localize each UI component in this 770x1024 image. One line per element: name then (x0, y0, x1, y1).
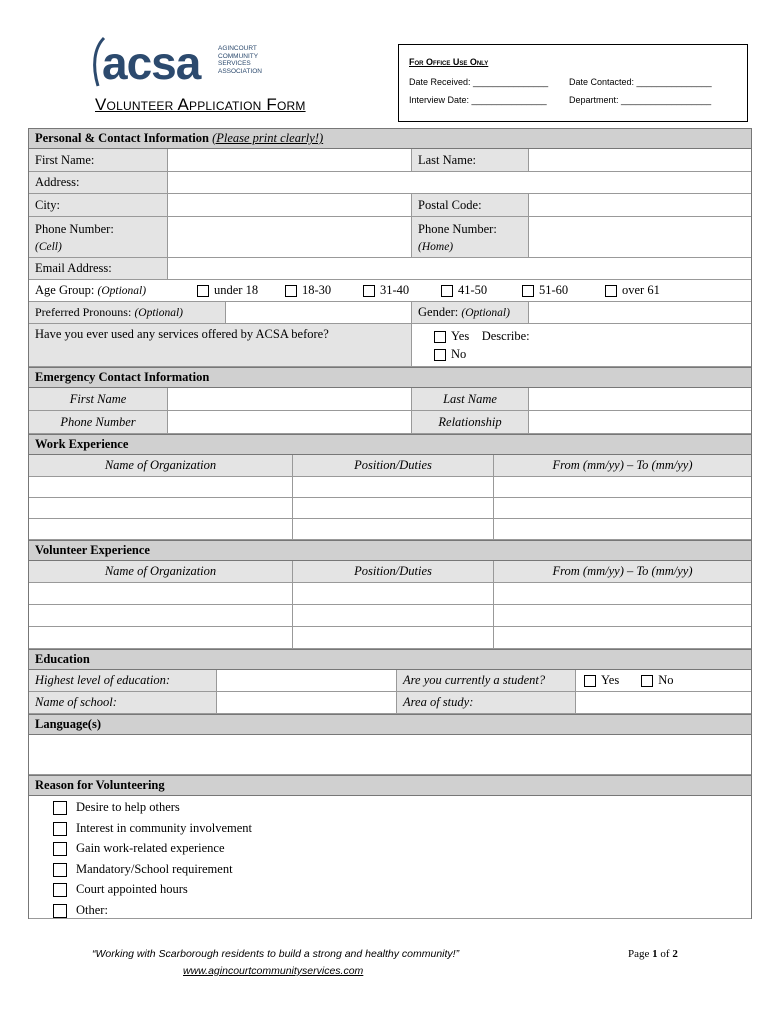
reason-option-experience[interactable]: Gain work-related experience (53, 841, 751, 862)
highest-education-input[interactable] (216, 670, 396, 691)
volunteer-col-dates: From (mm/yy) – To (mm/yy) (493, 561, 751, 582)
table-row (29, 477, 751, 498)
checkbox[interactable] (53, 801, 67, 815)
volunteer-position-input[interactable] (292, 627, 493, 648)
pronouns-label: Preferred Pronouns: (Optional) (29, 302, 225, 323)
last-name-input[interactable] (528, 149, 751, 171)
reason-option-help-others[interactable]: Desire to help others (53, 800, 751, 821)
table-row (29, 519, 751, 540)
address-row (29, 172, 751, 194)
phone-home-input[interactable] (528, 217, 751, 257)
student-answer (575, 670, 751, 691)
volunteer-position-input[interactable] (292, 583, 493, 604)
volunteer-dates-input[interactable] (493, 583, 751, 604)
pronouns-row (29, 302, 751, 324)
reason-option-other[interactable]: Other: (53, 903, 751, 924)
interview-date-field[interactable]: Interview Date: _______________ (409, 95, 547, 105)
emergency-first-name-label: First Name (29, 388, 167, 410)
describe-label: Describe: (481, 328, 530, 343)
age-51-60-option[interactable]: 51-60 (516, 280, 596, 301)
personal-section-heading: Personal & Contact Information (Please print clearly!) (29, 128, 751, 149)
work-dates-input[interactable] (493, 519, 751, 539)
phone-cell-input[interactable] (167, 217, 411, 257)
emergency-relationship-label: Relationship (411, 411, 528, 433)
checkbox[interactable] (434, 331, 446, 343)
work-col-organization: Name of Organization (104, 458, 217, 472)
age-31-40-option[interactable]: 31-40 (357, 280, 437, 301)
age-group-row (29, 280, 751, 302)
name-row (29, 149, 751, 172)
checkbox[interactable] (584, 675, 596, 687)
work-position-input[interactable] (292, 477, 493, 497)
office-use-box (398, 44, 748, 122)
education-section-heading: Education (29, 649, 751, 670)
volunteer-dates-input[interactable] (493, 627, 751, 648)
checkbox[interactable] (641, 675, 653, 687)
first-name-input[interactable] (167, 149, 411, 171)
volunteer-organization-input[interactable] (29, 627, 292, 648)
emergency-phone-input[interactable] (167, 411, 411, 433)
table-row (29, 498, 751, 519)
checkbox[interactable] (53, 904, 67, 918)
phone-row (29, 217, 751, 258)
work-header-row (29, 455, 751, 477)
emergency-phone-row (29, 411, 751, 434)
volunteer-col-organization: Name of Organization (104, 564, 217, 578)
work-dates-input[interactable] (493, 477, 751, 497)
age-41-50-option[interactable]: 41-50 (435, 280, 515, 301)
phone-home-label: Phone Number: (Home) (411, 217, 528, 257)
postal-code-input[interactable] (528, 194, 751, 216)
volunteer-col-position: Position/Duties (292, 561, 493, 582)
checkbox[interactable] (53, 883, 67, 897)
services-answer (411, 324, 751, 366)
postal-code-label: Postal Code: (411, 194, 528, 216)
date-received-field[interactable]: Date Received: _______________ (409, 77, 549, 87)
application-form (28, 128, 752, 919)
page-title: Volunteer Application Form (95, 95, 306, 114)
area-of-study-input[interactable] (575, 692, 751, 713)
highest-education-label: Highest level of education: (29, 670, 216, 691)
email-input[interactable] (167, 258, 751, 279)
work-dates-input[interactable] (493, 498, 751, 518)
checkbox[interactable] (53, 863, 67, 877)
checkbox[interactable] (363, 285, 375, 297)
reason-option-court[interactable]: Court appointed hours (53, 882, 751, 903)
reason-option-community[interactable]: Interest in community involvement (53, 821, 751, 842)
age-over-61-option[interactable]: over 61 (599, 280, 699, 301)
work-col-position: Position/Duties (292, 455, 493, 476)
reason-options (29, 796, 751, 919)
services-question: Have you ever used any services offered by ACSA before? (29, 324, 411, 366)
checkbox[interactable] (434, 349, 446, 361)
volunteer-position-input[interactable] (292, 605, 493, 626)
acsa-logo (90, 36, 225, 90)
address-label: Address: (29, 172, 167, 193)
checkbox[interactable] (522, 285, 534, 297)
services-no-option[interactable]: No (434, 347, 466, 362)
page-number: Page 1 of 2 (628, 948, 678, 960)
phone-cell-label: Phone Number: (Cell) (29, 217, 167, 257)
age-group-label: Age Group: (Optional) (35, 283, 147, 297)
volunteer-section-heading: Volunteer Experience (29, 540, 751, 561)
work-organization-input[interactable] (29, 519, 292, 539)
city-row (29, 194, 751, 217)
date-contacted-field[interactable]: Date Contacted: _______________ (569, 77, 712, 87)
student-yes-option[interactable]: Yes (584, 673, 619, 688)
school-name-label: Name of school: (29, 692, 216, 713)
services-row (29, 324, 751, 367)
student-question: Are you currently a student? (396, 670, 575, 691)
first-name-label: First Name: (29, 149, 167, 171)
checkbox[interactable] (197, 285, 209, 297)
logo-wordmark: acsa (102, 37, 201, 89)
education-row-1 (29, 670, 751, 692)
emergency-last-name-label: Last Name (411, 388, 528, 410)
age-18-30-option[interactable]: 18-30 (279, 280, 359, 301)
work-organization-input[interactable] (29, 498, 292, 518)
volunteer-organization-input[interactable] (29, 605, 292, 626)
emergency-last-name-input[interactable] (528, 388, 751, 410)
education-row-2 (29, 692, 751, 714)
table-row (29, 605, 751, 627)
emergency-phone-label: Phone Number (29, 411, 167, 433)
services-yes-option[interactable]: Yes Describe: (434, 329, 530, 344)
emergency-relationship-input[interactable] (528, 411, 751, 433)
email-row (29, 258, 751, 280)
work-position-input[interactable] (292, 519, 493, 539)
student-no-option[interactable]: No (641, 673, 673, 688)
checkbox[interactable] (285, 285, 297, 297)
area-of-study-label: Area of study: (396, 692, 575, 713)
work-position-input[interactable] (292, 498, 493, 518)
volunteer-header-row (29, 561, 751, 583)
footer-quote: “Working with Scarborough residents to build a strong and healthy community!” (92, 948, 460, 960)
checkbox[interactable] (605, 285, 617, 297)
department-field[interactable]: Department: __________________ (569, 95, 712, 105)
emergency-section-heading: Emergency Contact Information (29, 367, 751, 388)
pronouns-input[interactable] (225, 302, 411, 323)
language-input[interactable] (29, 735, 751, 775)
address-input[interactable] (167, 172, 751, 193)
work-col-dates: From (mm/yy) – To (mm/yy) (493, 455, 751, 476)
language-section-heading: Language(s) (29, 714, 751, 735)
gender-label: Gender: (Optional) (411, 302, 528, 323)
volunteer-dates-input[interactable] (493, 605, 751, 626)
emergency-name-row (29, 388, 751, 411)
logo-tagline: AGINCOURT COMMUNITY SERVICES ASSOCIATION (218, 45, 262, 75)
table-row (29, 627, 751, 649)
checkbox[interactable] (53, 842, 67, 856)
checkbox[interactable] (53, 822, 67, 836)
work-organization-input[interactable] (29, 477, 292, 497)
office-title: For Office Use Only (409, 57, 489, 67)
email-label: Email Address: (29, 258, 167, 279)
city-label: City: (29, 194, 167, 216)
age-under-18-option[interactable]: under 18 (191, 280, 286, 301)
city-input[interactable] (167, 194, 411, 216)
table-row (29, 583, 751, 605)
last-name-label: Last Name: (411, 149, 528, 171)
volunteer-organization-input[interactable] (29, 583, 292, 604)
footer-link[interactable]: www.agincourtcommunityservices.com (183, 965, 364, 977)
work-section-heading: Work Experience (29, 434, 751, 455)
school-name-input[interactable] (216, 692, 396, 713)
reason-section-heading: Reason for Volunteering (29, 775, 751, 796)
emergency-first-name-input[interactable] (167, 388, 411, 410)
checkbox[interactable] (441, 285, 453, 297)
gender-input[interactable] (528, 302, 751, 323)
reason-option-mandatory[interactable]: Mandatory/School requirement (53, 862, 751, 883)
